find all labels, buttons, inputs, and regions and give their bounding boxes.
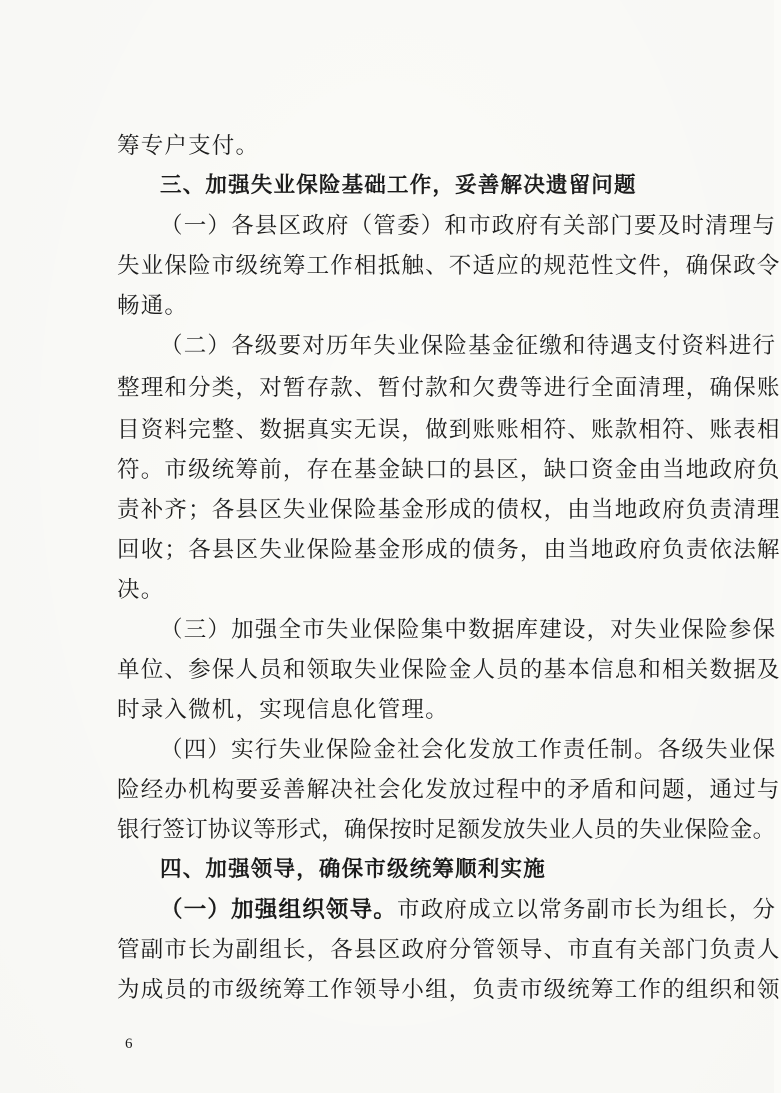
paragraph-line — [160, 892, 777, 928]
paragraph-line: 决。 — [117, 577, 165, 603]
paragraph-line: 银行签订协议等形式，确保按时足额发放失业人员的失业保险金。 — [117, 817, 776, 843]
paragraph-line: 回收；各县区失业保险基金形成的债务，由当地政府负责依法解 — [117, 537, 781, 563]
paragraph-line: 单位、参保人员和领取失业保险金人员的基本信息和相关数据及 — [117, 657, 781, 683]
paragraph-text: 市政府成立以常务副市长为组长，分 — [397, 897, 777, 923]
paragraph-line: 管副市长为副组长，各县区政府分管领导、市直有关部门负责人 — [117, 937, 781, 963]
paragraph-line: （一）各县区政府（管委）和市政府有关部门要及时清理与 — [160, 213, 777, 239]
paragraph-line: 失业保险市级统筹工作相抵触、不适应的规范性文件，确保政令 — [117, 253, 781, 279]
paragraph-line: 责补齐；各县区失业保险基金形成的债权，由当地政府负责清理 — [117, 497, 781, 523]
paragraph-line: （四）实行失业保险金社会化发放工作责任制。各级失业保 — [160, 737, 777, 763]
paragraph-line: 目资料完整、数据真实无误，做到账账相符、账款相符、账表相 — [117, 417, 781, 443]
bold-lead-text: （一）加强组织领导。 — [160, 897, 398, 923]
paragraph-line: （二）各级要对历年失业保险基金征缴和待遇支付资料进行 — [160, 333, 777, 359]
page-number: 6 — [125, 1036, 133, 1052]
section-heading: 四、加强领导，确保市级统筹顺利实施 — [160, 857, 546, 882]
paragraph-line: 筹专户支付。 — [117, 133, 260, 159]
paragraph-line: 险经办机构要妥善解决社会化发放过程中的矛盾和问题，通过与 — [117, 777, 781, 803]
section-heading: 三、加强失业保险基础工作，妥善解决遗留问题 — [160, 173, 637, 198]
paragraph-line: （三）加强全市失业保险集中数据库建设，对失业保险参保 — [160, 617, 777, 643]
paragraph-line: 为成员的市级统筹工作领导小组，负责市级统筹工作的组织和领 — [117, 977, 781, 1003]
paragraph-line: 整理和分类，对暂存款、暂付款和欠费等进行全面清理，确保账 — [117, 375, 781, 401]
paragraph-line: 符。市级统筹前，存在基金缺口的县区，缺口资金由当地政府负 — [117, 457, 781, 483]
paragraph-line: 时录入微机，实现信息化管理。 — [117, 697, 449, 723]
paragraph-line: 畅通。 — [117, 293, 189, 319]
